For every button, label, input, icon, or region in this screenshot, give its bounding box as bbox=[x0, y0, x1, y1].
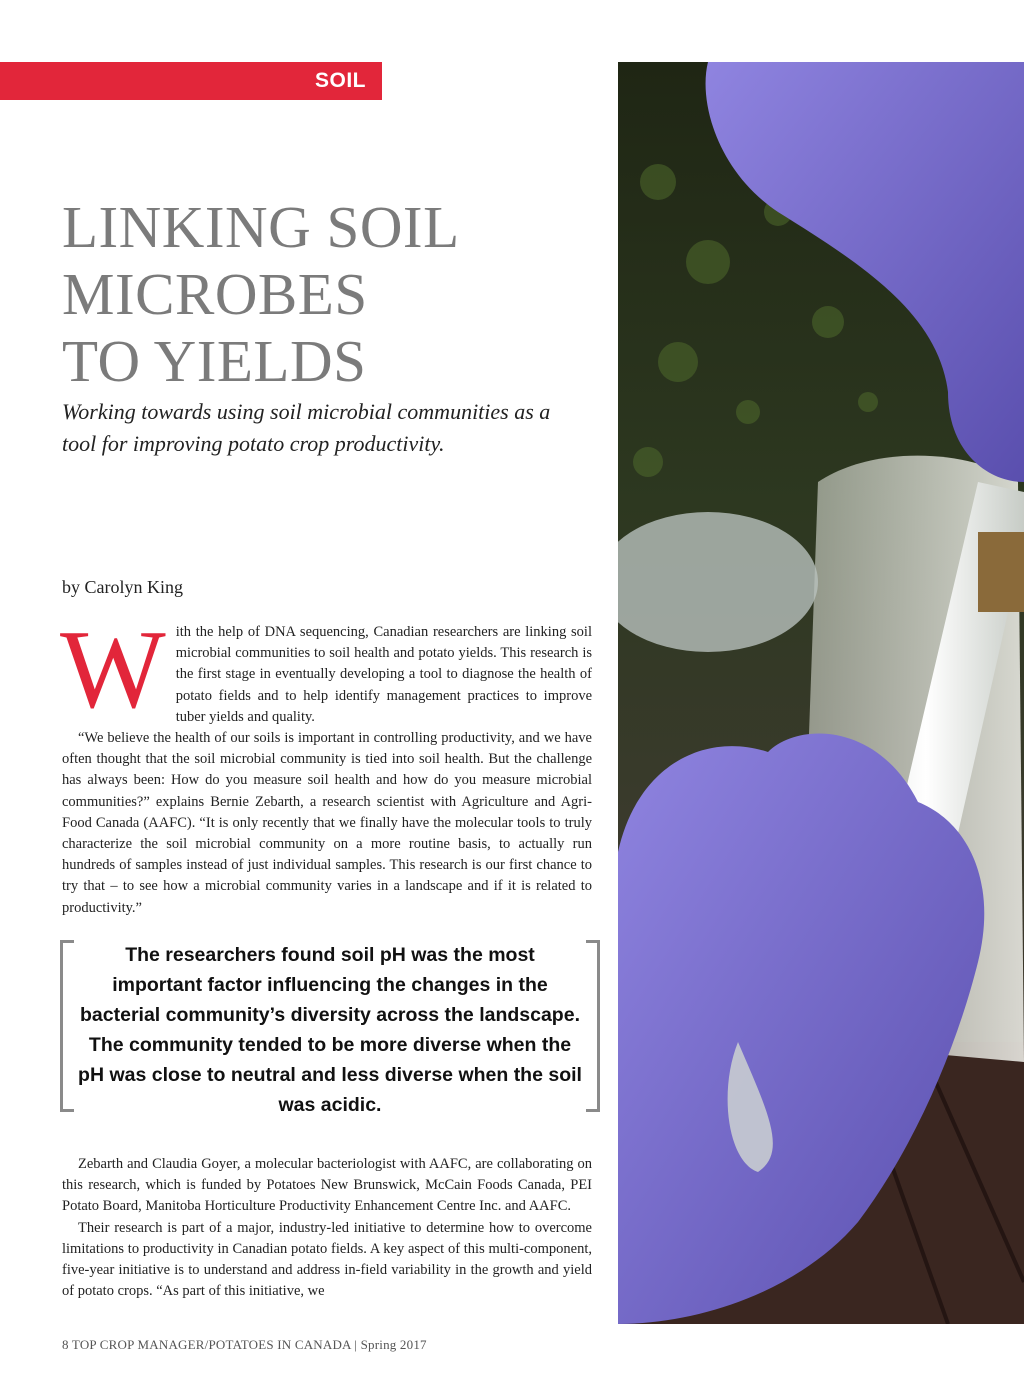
soil-sampling-photo bbox=[618, 62, 1024, 1324]
paragraph-4: Their research is part of a major, industry-led initiative to determine how to overcome limitations to productivity in Canadian potato fields. A key aspect of this multi-component, five-year initiative is to understand and address in-field variability in the growth and yield of potato crops. “As part of this initiative, we bbox=[62, 1219, 592, 1300]
paragraph-1-text: ith the help of DNA sequencing, Canadian researchers are linking soil microbial communities to soil health and potato yields. This research is the first stage in eventually developing a tool to diagnose the health of potato fields and to help identify management practices to improve tuber yields and quality. bbox=[175, 624, 592, 725]
right-bracket bbox=[586, 940, 600, 1112]
paragraph-1 bbox=[60, 608, 592, 732]
title-line: MICROBES bbox=[62, 261, 368, 327]
title-line: LINKING SOIL bbox=[62, 194, 460, 260]
body-text-bottom bbox=[62, 1154, 592, 1302]
subtitle-line: Working towards using soil microbial communities as a bbox=[62, 399, 551, 424]
subtitle-line: tool for improving potato crop productivity. bbox=[62, 431, 445, 456]
title-line: TO YIELDS bbox=[62, 328, 367, 394]
soil-core bbox=[978, 532, 1024, 612]
pull-quote bbox=[60, 940, 600, 1116]
body-text-top bbox=[60, 608, 592, 919]
page-footer: 8 TOP CROP MANAGER/POTATOES IN CANADA | Spring 2017 bbox=[62, 1337, 427, 1352]
section-label: SOIL bbox=[314, 69, 366, 92]
article-title bbox=[62, 194, 602, 395]
pull-quote-text: The researchers found soil pH was the most important factor influencing the changes in the bacterial community’s diversity across the landscape. The community tended to be more diverse when the pH was close to neutral and less diverse when the soil was acidic. bbox=[78, 944, 582, 1116]
drop-cap: W bbox=[60, 608, 166, 732]
photo-illustration bbox=[618, 62, 1024, 1324]
article-subtitle bbox=[62, 396, 602, 460]
section-bar bbox=[0, 62, 382, 100]
paragraph-2: “We believe the health of our soils is important in controlling productivity, and we have often thought that the soil microbial community is tied into soil health. But the challenge has always been: How do you measure soil health and how do you measure microbial communities?” explains Bernie Zebarth, a research scientist with Agriculture and Agri-Food Canada (AAFC). “It is only recently that we finally have the molecular tools to truly characterize the soil microbial community on a more routine basis, to actually run hundreds of samples instead of just individual samples. This research is our first chance to try that – to see how a microbial community varies in a landscape and if it is related to productivity.” bbox=[62, 730, 592, 916]
byline: by Carolyn King bbox=[62, 577, 183, 597]
paragraph-3: Zebarth and Claudia Goyer, a molecular bacteriologist with AAFC, are collaborating on this research, which is funded by Potatoes New Brunswick, McCain Foods Canada, PEI Potato Board, Manitoba Horticulture Productivity Enhancement Centre Inc. and AAFC. bbox=[62, 1156, 592, 1215]
left-bracket bbox=[60, 940, 74, 1112]
